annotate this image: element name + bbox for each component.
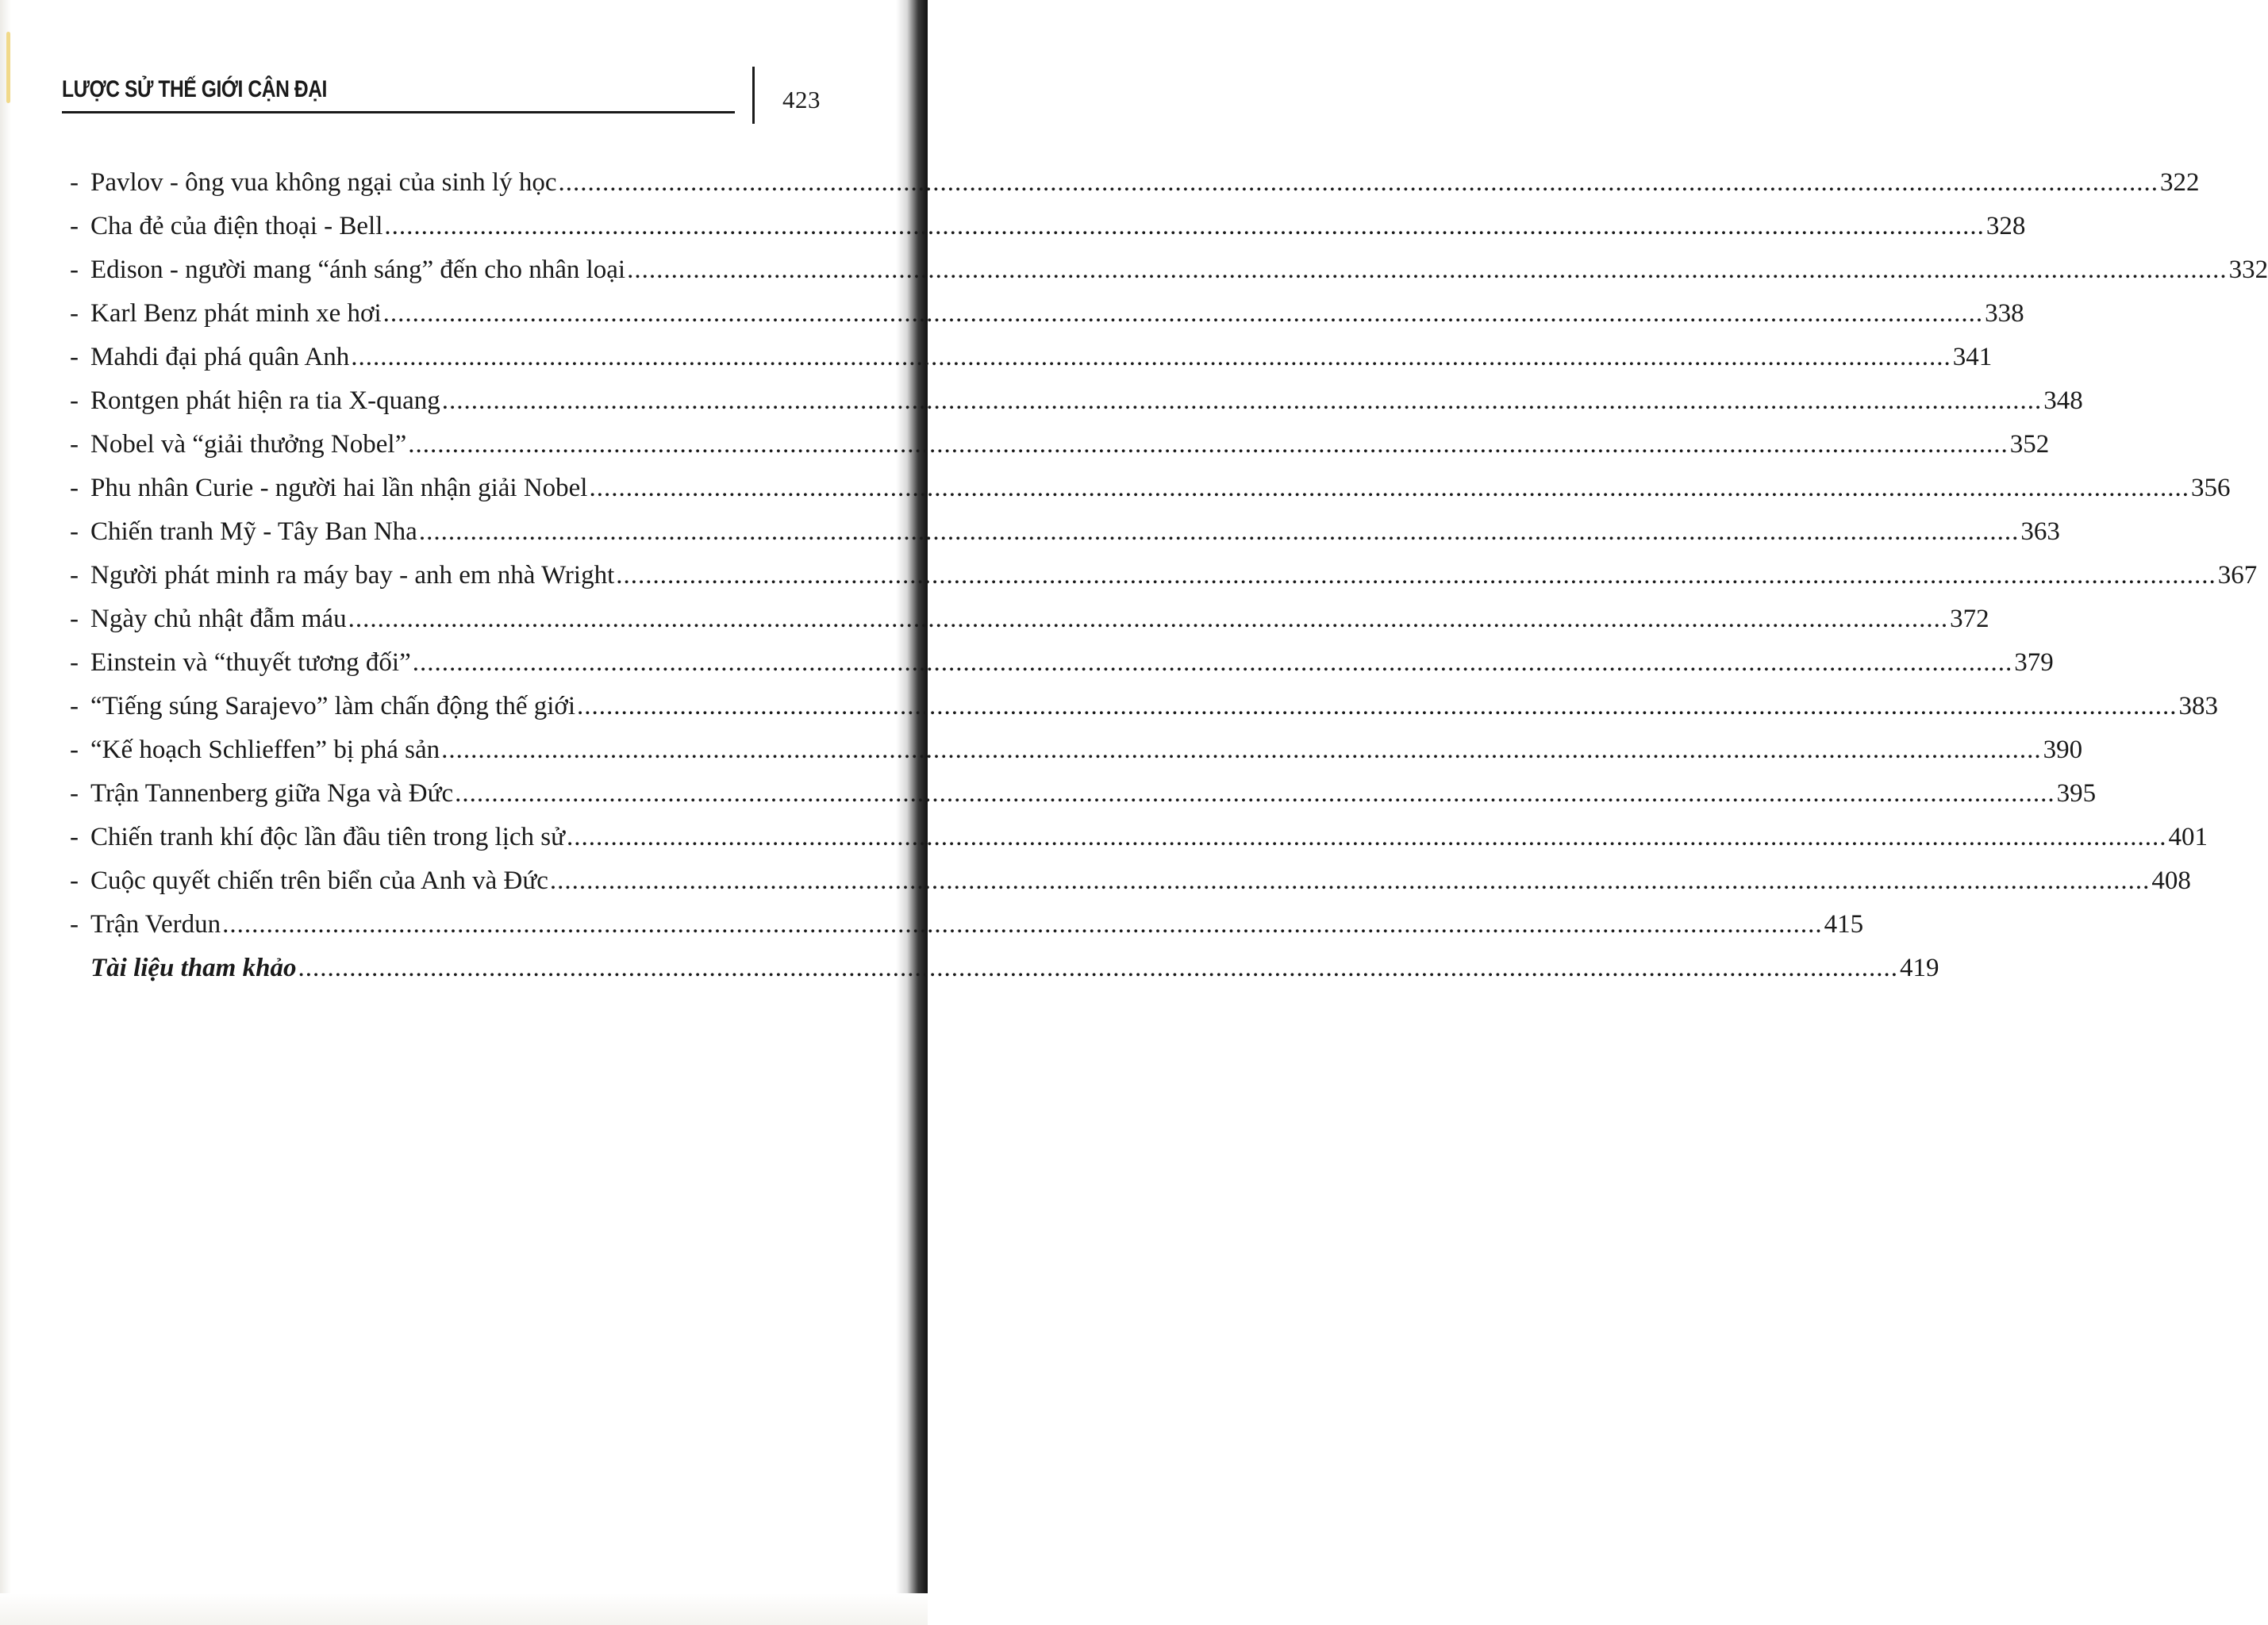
toc-entry[interactable] bbox=[70, 648, 2054, 692]
entry-title: Người phát minh ra máy bay - anh em nhà Wright bbox=[90, 561, 615, 590]
toc-entry[interactable] bbox=[70, 561, 2258, 605]
dot-leader bbox=[384, 212, 1985, 241]
entry-page-number: 363 bbox=[2020, 517, 2060, 546]
entry-title: Nobel và “giải thưởng Nobel” bbox=[90, 430, 407, 459]
entry-bullet: - bbox=[70, 430, 79, 459]
entry-bullet: - bbox=[70, 910, 79, 939]
dot-leader bbox=[413, 648, 2013, 678]
toc-entry[interactable] bbox=[70, 910, 1864, 954]
running-title: LƯỢC SỬ THẾ GIỚI CẬN ĐẠI bbox=[62, 76, 327, 102]
entry-bullet: - bbox=[70, 517, 79, 546]
entry-page-number: 328 bbox=[1985, 212, 2026, 240]
entry-page-number: 352 bbox=[2009, 430, 2050, 459]
toc-entry[interactable] bbox=[70, 474, 2231, 517]
entry-bullet: - bbox=[70, 255, 79, 284]
toc-entry[interactable] bbox=[70, 823, 2208, 866]
entry-title: Phu nhân Curie - người hai lần nhận giải Nobel bbox=[90, 474, 588, 502]
toc-entry[interactable] bbox=[70, 430, 2050, 474]
entry-title: Karl Benz phát minh xe hơi bbox=[90, 299, 382, 328]
dot-leader bbox=[550, 866, 2151, 896]
dot-leader bbox=[441, 736, 2042, 765]
entry-title: Ngày chủ nhật đẫm máu bbox=[90, 605, 347, 633]
entry-title: Einstein và “thuyết tương đối” bbox=[90, 648, 411, 677]
entry-title: “Tiếng súng Sarajevo” làm chấn động thế giới bbox=[90, 692, 576, 720]
entry-page-number: 348 bbox=[2043, 386, 2083, 415]
dot-leader bbox=[455, 779, 2055, 809]
entry-bullet: - bbox=[70, 779, 79, 808]
entry-bullet: - bbox=[70, 823, 79, 851]
entry-page-number: 356 bbox=[2190, 474, 2231, 502]
header-divider bbox=[752, 67, 755, 124]
entry-bullet: - bbox=[70, 386, 79, 415]
references-title: Tài liệu tham khảo bbox=[90, 954, 297, 982]
entry-title: Cha đẻ của điện thoại - Bell bbox=[90, 212, 383, 240]
entry-bullet: - bbox=[70, 212, 79, 240]
entry-title: Trận Verdun bbox=[90, 910, 221, 939]
entry-page-number: 379 bbox=[2014, 648, 2054, 677]
dot-leader bbox=[408, 430, 2009, 459]
dot-leader bbox=[383, 299, 1984, 328]
toc-entry[interactable] bbox=[70, 299, 2024, 343]
toc-entry[interactable] bbox=[70, 212, 2026, 255]
entry-title: Rontgen phát hiện ra tia X-quang bbox=[90, 386, 440, 415]
dot-leader bbox=[348, 605, 1949, 634]
entry-bullet: - bbox=[70, 866, 79, 895]
toc-entry-references[interactable] bbox=[70, 954, 1939, 997]
entry-page-number: 415 bbox=[1824, 910, 1864, 939]
entry-title: Chiến tranh khí độc lần đầu tiên trong lịch sử bbox=[90, 823, 566, 851]
dot-leader bbox=[419, 517, 2020, 547]
header-rule bbox=[62, 111, 735, 113]
entry-page-number: 372 bbox=[1950, 605, 1989, 633]
entry-title: Chiến tranh Mỹ - Tây Ban Nha bbox=[90, 517, 417, 546]
toc-entry[interactable] bbox=[70, 255, 2268, 299]
entry-title: Mahdi đại phá quân Anh bbox=[90, 343, 350, 371]
toc-entry[interactable] bbox=[70, 343, 1993, 386]
entry-bullet: - bbox=[70, 343, 79, 371]
entry-page-number: 383 bbox=[2178, 692, 2219, 720]
toc-entry[interactable] bbox=[70, 866, 2191, 910]
entry-bullet: - bbox=[70, 692, 79, 720]
entry-page-number: 341 bbox=[1952, 343, 1993, 371]
entry-title: Edison - người mang “ánh sáng” đến cho nhân loại bbox=[90, 255, 626, 284]
toc-entry[interactable] bbox=[70, 386, 2083, 430]
dot-leader bbox=[222, 910, 1823, 939]
dot-leader bbox=[442, 386, 2043, 416]
toc-entry[interactable] bbox=[70, 517, 2060, 561]
entry-title: Trận Tannenberg giữa Nga và Đức bbox=[90, 779, 454, 808]
entry-bullet: - bbox=[70, 561, 79, 590]
entry-page-number: 401 bbox=[2168, 823, 2208, 851]
toc-entry[interactable] bbox=[70, 605, 1989, 648]
entry-bullet: - bbox=[70, 299, 79, 328]
references-page-number: 419 bbox=[1899, 954, 1939, 982]
entry-page-number: 408 bbox=[2151, 866, 2191, 895]
dot-leader bbox=[616, 561, 2216, 590]
toc-entry[interactable] bbox=[70, 779, 2097, 823]
entry-title: Pavlov - ông vua không ngại của sinh lý học bbox=[90, 168, 557, 197]
entry-page-number: 338 bbox=[1985, 299, 2024, 328]
entry-page-number: 367 bbox=[2217, 561, 2258, 590]
entry-page-number: 390 bbox=[2043, 736, 2083, 764]
entry-bullet: - bbox=[70, 736, 79, 764]
toc-entry[interactable] bbox=[70, 168, 2200, 212]
entry-page-number: 322 bbox=[2160, 168, 2200, 197]
table-of-contents bbox=[70, 168, 2268, 997]
dot-leader bbox=[589, 474, 2189, 503]
entry-bullet: - bbox=[70, 168, 79, 197]
toc-entry[interactable] bbox=[70, 736, 2083, 779]
entry-title: “Kế hoạch Schlieffen” bị phá sản bbox=[90, 736, 440, 764]
entry-page-number: 395 bbox=[2056, 779, 2097, 808]
dot-leader bbox=[567, 823, 2167, 852]
entry-page-number: 332 bbox=[2228, 255, 2268, 284]
toc-entry[interactable] bbox=[70, 692, 2219, 736]
entry-title: Cuộc quyết chiến trên biển của Anh và Đức bbox=[90, 866, 548, 895]
dot-leader bbox=[351, 343, 1951, 372]
page-number: 423 bbox=[782, 86, 821, 113]
entry-bullet: - bbox=[70, 474, 79, 502]
dot-leader bbox=[298, 954, 1898, 983]
dot-leader bbox=[577, 692, 2178, 721]
entry-bullet: - bbox=[70, 605, 79, 633]
dot-leader bbox=[627, 255, 2228, 285]
entry-bullet: - bbox=[70, 648, 79, 677]
dot-leader bbox=[559, 168, 2159, 198]
